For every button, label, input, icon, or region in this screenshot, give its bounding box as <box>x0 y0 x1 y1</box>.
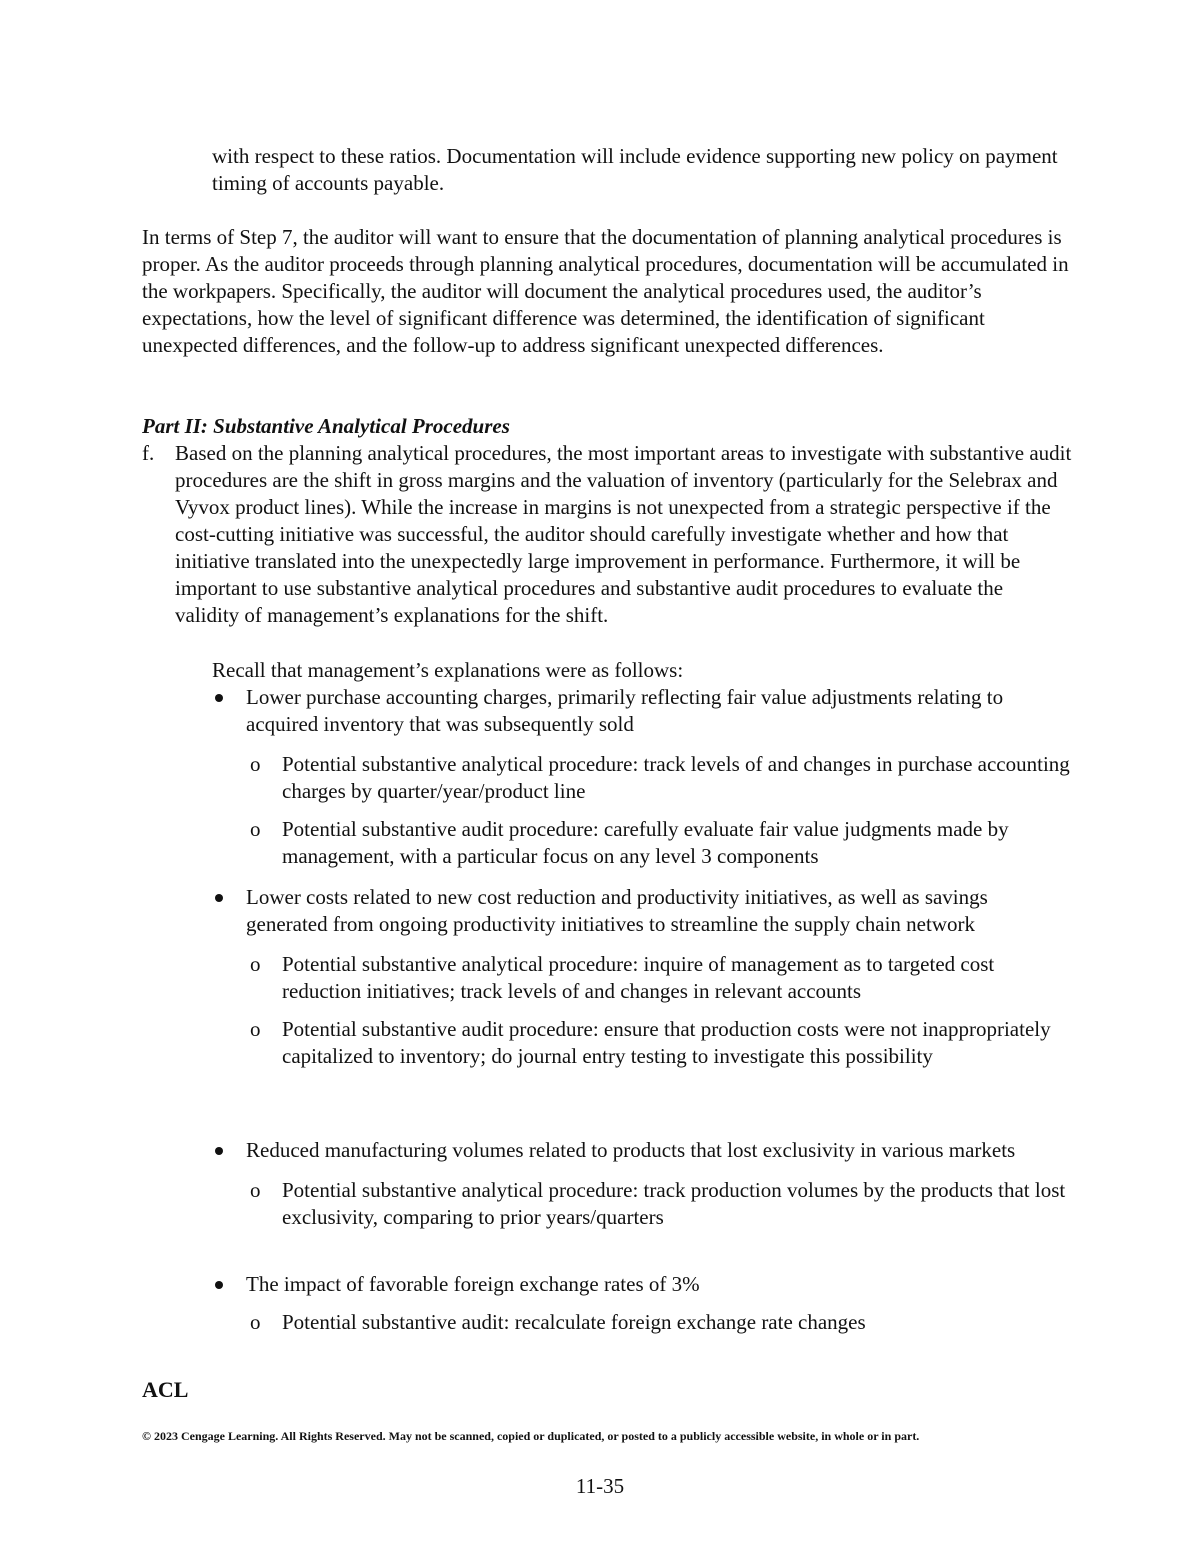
sub-item <box>212 1016 1072 1070</box>
sub-marker: o <box>250 817 261 841</box>
sub-item <box>212 1177 1072 1231</box>
bullet-item <box>212 884 1072 938</box>
sub-item <box>212 816 1072 870</box>
item-f-marker: f. <box>142 441 155 465</box>
sub-item <box>212 751 1072 805</box>
item-f <box>142 440 1072 629</box>
bullet-dot-icon <box>215 694 223 702</box>
sub-marker: o <box>250 952 261 976</box>
bullet-dot-icon <box>215 1147 223 1155</box>
sub-marker: o <box>250 1178 261 1202</box>
bullet-item <box>212 1271 1072 1298</box>
sub-text: Potential substantive analytical procedure: track production volumes by the products that lost exclusivity, comparing to prior years/quarters <box>282 1178 1066 1229</box>
sub-item <box>212 951 1072 1005</box>
bullet-text: The impact of favorable foreign exchange rates of 3% <box>246 1272 700 1296</box>
step7-paragraph: In terms of Step 7, the auditor will want to ensure that the documentation of planning analytical procedures is proper. As the auditor proceeds through planning analytical procedures, documentation will be accumulated in the workpapers. Specifically, the auditor will document the analytical procedures used, the auditor’s expectations, how the level of significant difference was determined, the identification of significant unexpected differences, and the follow-up to address significant unexpected differences. <box>142 225 1069 357</box>
explanation-group-1 <box>212 684 1072 870</box>
sub-marker: o <box>250 1310 261 1334</box>
recall-line: Recall that management’s explanations were as follows: <box>212 658 684 682</box>
part2-heading: Part II: Substantive Analytical Procedures <box>142 414 510 438</box>
item-f-text: Based on the planning analytical procedures, the most important areas to investigate with substantive audit procedures are the shift in gross margins and the valuation of inventory (particularly for the Selebrax and Vyvox product lines). While the increase in margins is not unexpected from a strategic perspective if the cost-cutting initiative was successful, the auditor should carefully investigate whether and how that initiative translated into the unexpectedly large improvement in performance. Furthermore, it will be important to use substantive analytical procedures and substantive audit procedures to evaluate the validity of management’s explanations for the shift. <box>175 441 1072 627</box>
bullet-text: Reduced manufacturing volumes related to products that lost exclusivity in various markets <box>246 1138 1016 1162</box>
sub-text: Potential substantive audit procedure: carefully evaluate fair value judgments made by management, with a particular focus on any level 3 components <box>282 817 1009 868</box>
bullet-text: Lower purchase accounting charges, primarily reflecting fair value adjustments relating to acquired inventory that was subsequently sold <box>246 685 1004 736</box>
explanation-group-2 <box>212 884 1072 1070</box>
page-number: 11-35 <box>575 1474 625 1498</box>
sub-text: Potential substantive analytical procedure: track levels of and changes in purchase accounting charges by quarter/year/product line <box>282 752 1070 803</box>
sub-item <box>212 1309 1072 1336</box>
explanation-group-4 <box>212 1271 1072 1336</box>
bullet-item <box>212 684 1072 738</box>
sub-text: Potential substantive audit: recalculate foreign exchange rate changes <box>282 1310 866 1334</box>
bullet-dot-icon <box>215 1281 223 1289</box>
acl-heading: ACL <box>142 1377 189 1402</box>
bullet-item <box>212 1137 1072 1164</box>
sub-marker: o <box>250 1017 261 1041</box>
sub-marker: o <box>250 752 261 776</box>
continuation-text: with respect to these ratios. Documentation will include evidence supporting new policy on payment timing of accounts payable. <box>212 144 1058 195</box>
sub-text: Potential substantive analytical procedure: inquire of management as to targeted cost reduction initiatives; track levels of and changes in relevant accounts <box>282 952 995 1003</box>
explanation-group-3 <box>212 1137 1072 1231</box>
sub-text: Potential substantive audit procedure: ensure that production costs were not inappropriately capitalized to inventory; do journal entry testing to investigate this possibility <box>282 1017 1051 1068</box>
bullet-dot-icon <box>215 894 223 902</box>
bullet-text: Lower costs related to new cost reduction and productivity initiatives, as well as savings generated from ongoing productivity initiatives to streamline the supply chain network <box>246 885 988 936</box>
copyright-notice: © 2023 Cengage Learning. All Rights Reserved. May not be scanned, copied or duplicated, or posted to a publicly accessible website, in whole or in part. <box>142 1429 920 1443</box>
